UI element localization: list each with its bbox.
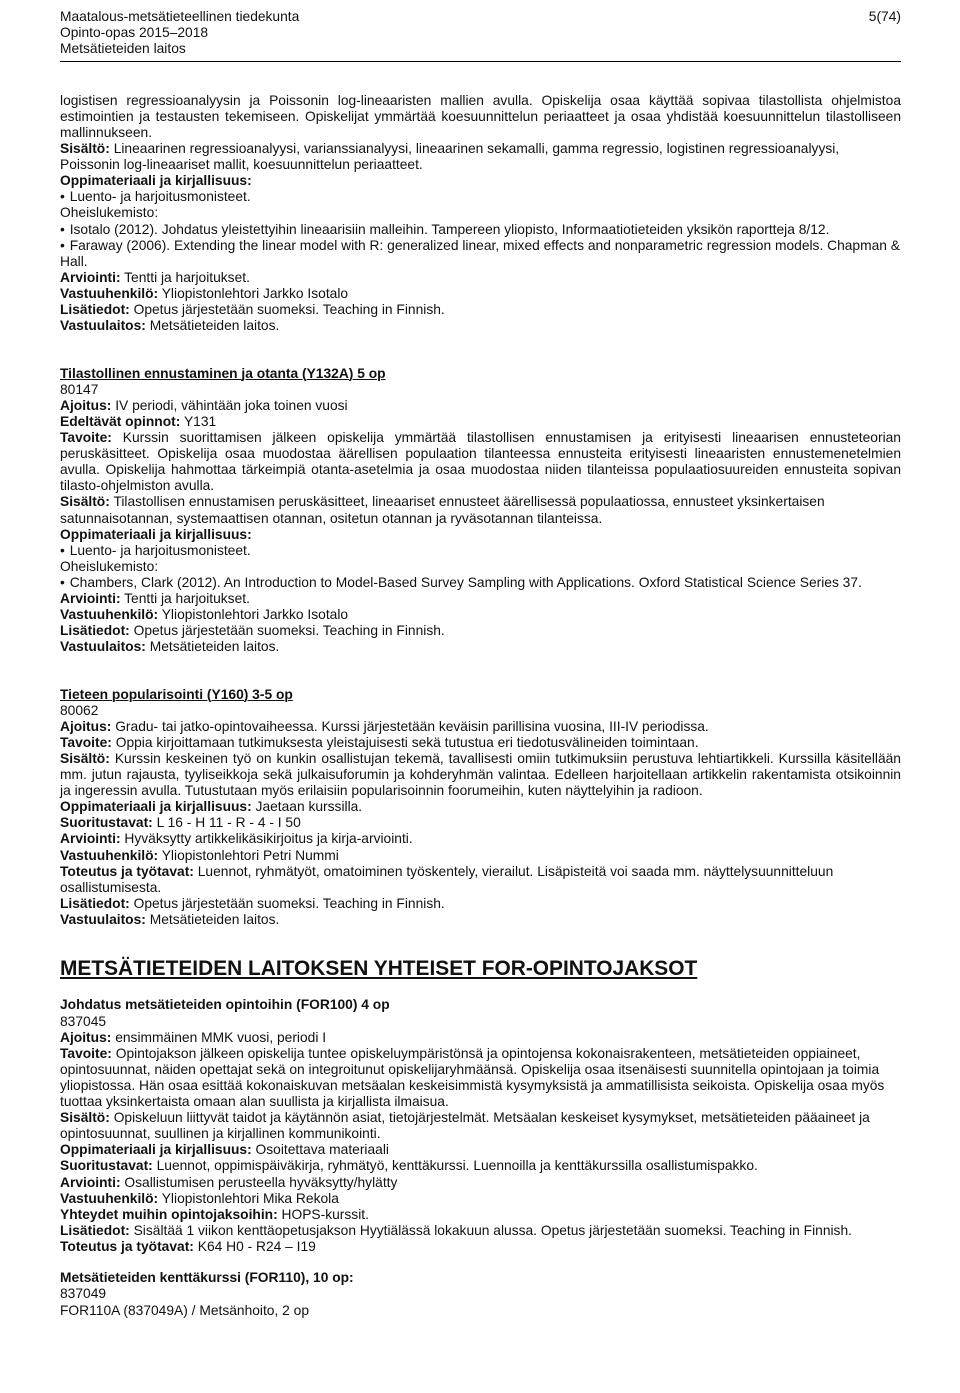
field-value: Lineaarinen regressioanalyysi, varianssianalyysi, lineaarinen sekamalli, gamma regressio, logistinen regressioanalyysi, Poissonin log-lineaariset mallit, koesuunnittelun periaatteet. <box>60 141 840 173</box>
relations-field <box>60 1207 901 1223</box>
field-value: IV periodi, vähintään joka toinen vuosi <box>115 397 348 413</box>
responsible-person-field <box>60 286 901 302</box>
field-value: Yliopistonlehtori Jarkko Isotalo <box>161 285 349 301</box>
materials-field <box>60 799 901 815</box>
field-value: Yliopistonlehtori Mika Rekola <box>161 1190 339 1206</box>
field-label: Sisältö: <box>60 1110 110 1126</box>
field-value: Osoitettava materiaali <box>255 1142 389 1158</box>
list-item <box>60 189 901 205</box>
field-value: Opetus järjestetään suomeksi. Teaching in Finnish. <box>133 623 445 639</box>
page-content <box>60 9 901 1319</box>
field-value: Opetus järjestetään suomeksi. Teaching in Finnish. <box>133 302 445 317</box>
field-value: Yliopistonlehtori Petri Nummi <box>161 847 339 863</box>
course-code: 80147 <box>60 381 99 397</box>
list-item-text: Faraway (2006). Extending the linear model with R: generalized linear, mixed effects and nonparametric regression models. Chapman & Hall. <box>60 237 900 269</box>
field-value: Opetus järjestetään suomeksi. Teaching in Finnish. <box>133 895 445 911</box>
list-item-text: Luento- ja harjoitusmonisteet. <box>69 189 251 205</box>
field-value: HOPS-kurssit. <box>281 1206 369 1222</box>
implementation-field <box>60 1239 901 1255</box>
goal-field <box>60 735 901 751</box>
course-for110 <box>60 1270 901 1318</box>
field-label: Arviointi: <box>60 831 121 847</box>
course-code: 837049 <box>60 1286 107 1302</box>
field-label: Suoritustavat: <box>60 815 153 831</box>
field-value: Tentti ja harjoitukset. <box>124 591 250 606</box>
field-label: Tavoite: <box>60 1045 112 1061</box>
list-item-text: Chambers, Clark (2012). An Introduction to Model-Based Survey Sampling with Applications. Oxford Statistical Science Series 37. <box>69 574 862 590</box>
field-value: Hyväksytty artikkelikäsikirjoitus ja kirja-arviointi. <box>124 831 413 847</box>
bullet-icon: • <box>60 237 65 253</box>
faculty-name: Maatalous-metsätieteellinen tiedekunta <box>60 9 300 24</box>
list-item <box>60 222 901 238</box>
field-label: Vastuulaitos: <box>60 639 146 655</box>
list-item-text: Luento- ja harjoitusmonisteet. <box>69 542 251 558</box>
field-value: ensimmäinen MMK vuosi, periodi I <box>115 1029 327 1045</box>
field-value: Luennot, oppimispäiväkirja, ryhmätyö, kenttäkurssi. Luennoilla ja kenttäkurssilla osallistumispakko. <box>156 1158 758 1174</box>
materials-field <box>60 1142 901 1158</box>
field-value: L 16 - H 11 - R - 4 - I 50 <box>156 815 301 831</box>
field-value: Oppia kirjoittamaan tutkimuksesta yleistajuisesti sekä tutustua eri tiedotusvälineiden toimintaan. <box>115 734 699 750</box>
field-label: Oppimateriaali ja kirjallisuus: <box>60 799 252 815</box>
goal-field <box>60 430 901 494</box>
field-label: Arviointi: <box>60 269 121 285</box>
field-label: Ajoitus: <box>60 1029 112 1045</box>
field-value: Metsätieteiden laitos. <box>149 318 280 334</box>
goal-field <box>60 1046 901 1110</box>
field-label: Vastuuhenkilö: <box>60 1190 159 1206</box>
assessment-field <box>60 270 901 286</box>
materials-label: Oppimateriaali ja kirjallisuus: <box>60 526 252 542</box>
implementation-field <box>60 864 901 896</box>
assessment-field <box>60 591 901 607</box>
content-field <box>60 1110 901 1142</box>
field-label: Vastuulaitos: <box>60 911 146 927</box>
field-label: Yhteydet muihin opintojaksoihin: <box>60 1206 278 1222</box>
field-value: Gradu- tai jatko-opintovaiheessa. Kurssi järjestetään keväisin parillisina vuosina, III-IV periodissa. <box>115 718 709 734</box>
field-value: Kurssin keskeinen työ on kunkin osallistujan tekemä, tavallisesti omiin tutkimuksiin perustuva lehtiartikkeli. Kurssilla käsitellään mm. jutun rajausta, tyyliseikkoja sekä julkaisuforumin ja kohderyhmän valintaa. Edelleen harjoitellaan artikkelin rakentamista otsikoinnin ja ingeressin avulla. Tutustutaan myös erilaisiin popularisoinnin foorumeihin, kuten näyttelyihin ja radioon. <box>60 750 901 799</box>
field-label: Vastuuhenkilö: <box>60 285 159 301</box>
course-title: Tieteen popularisointi (Y160) 3-5 op <box>60 686 293 702</box>
page-number: 5(74) <box>868 9 901 24</box>
field-label: Edeltävät opinnot: <box>60 413 181 429</box>
course-title: Johdatus metsätieteiden opintoihin (FOR100) 4 op <box>60 997 390 1013</box>
bullet-icon: • <box>60 574 65 590</box>
field-value: Yliopistonlehtori Jarkko Isotalo <box>161 607 349 623</box>
field-label: Ajoitus: <box>60 397 112 413</box>
content-field <box>60 494 901 526</box>
bullet-icon: • <box>60 189 65 205</box>
field-value: Y131 <box>183 413 217 429</box>
course-for100 <box>60 997 901 1255</box>
field-value: Opiskeluun liittyvät taidot ja käytännön asiat, tietojärjestelmät. Metsäalan keskeiset kysymykset, metsätieteiden pääaineet ja opintosuunnat, suullinen ja kirjallinen kommunikointi. <box>60 1110 870 1142</box>
bullet-icon: • <box>60 542 65 558</box>
responsible-unit-field <box>60 639 901 655</box>
section-heading: METSÄTIETEIDEN LAITOKSEN YHTEISET FOR-OPINTOJAKSOT <box>60 957 698 981</box>
field-label: Tavoite: <box>60 430 112 446</box>
field-value: Sisältää 1 viikon kenttäopetusjakson Hyytiälässä lokakuun alussa. Opetus järjestetään suomeksi. Teaching in Finnish. <box>133 1222 852 1238</box>
field-label: Sisältö: <box>60 141 110 157</box>
responsible-unit-field <box>60 912 901 928</box>
course-title: Metsätieteiden kenttäkurssi (FOR110), 10 op: <box>60 1270 354 1286</box>
timing-field <box>60 398 901 414</box>
additional-info-field <box>60 896 901 912</box>
content-field <box>60 751 901 799</box>
field-label: Oppimateriaali ja kirjallisuus: <box>60 1142 252 1158</box>
field-label: Arviointi: <box>60 1174 121 1190</box>
bullet-icon: • <box>60 221 65 237</box>
field-label: Lisätiedot: <box>60 623 130 639</box>
methods-field <box>60 815 901 831</box>
list-item <box>60 543 901 559</box>
course-code: 837045 <box>60 1013 107 1029</box>
assessment-field <box>60 831 901 847</box>
assessment-field <box>60 1175 901 1191</box>
sub-course: FOR110A (837049A) / Metsänhoito, 2 op <box>60 1302 310 1318</box>
responsible-person-field <box>60 1191 901 1207</box>
field-value: Osallistumisen perusteella hyväksytty/hylätty <box>124 1174 398 1190</box>
list-item-text: Isotalo (2012). Johdatus yleistettyihin lineaarisiin malleihin. Tampereen yliopisto, Informaatiotieteiden yksikön raportteja 8/12. <box>69 221 830 237</box>
course-continued <box>60 93 901 334</box>
content-field <box>60 141 901 173</box>
field-value: Metsätieteiden laitos. <box>149 639 280 655</box>
field-value: K64 H0 - R24 – I19 <box>197 1238 316 1254</box>
further-reading-label: Oheislukemisto: <box>60 558 159 574</box>
page-header <box>60 9 901 62</box>
field-label: Vastuuhenkilö: <box>60 607 159 623</box>
field-label: Sisältö: <box>60 494 110 510</box>
course-y160 <box>60 687 901 928</box>
field-label: Suoritustavat: <box>60 1158 153 1174</box>
goal-continued: logistisen regressioanalyysin ja Poissonin log-lineaaristen mallien avulla. Opiskelija osaa käyttää sopivaa tilastollista ohjelmistoa estimointien ja testausten tekemiseen. Opiskelijat ymmärtää koesuunnittelun periaatteet ja osaa yhdistää koesuunnittelun tilastolliseen mallinnukseen. <box>60 92 901 140</box>
field-label: Vastuuhenkilö: <box>60 847 159 863</box>
field-label: Vastuulaitos: <box>60 318 146 334</box>
field-value: Jaetaan kurssilla. <box>255 799 363 815</box>
course-y132a <box>60 366 901 656</box>
field-label: Sisältö: <box>60 750 110 766</box>
study-guide-title: Opinto-opas 2015–2018 <box>60 25 209 41</box>
responsible-person-field <box>60 607 901 623</box>
field-label: Arviointi: <box>60 591 121 606</box>
further-reading-label: Oheislukemisto: <box>60 205 159 221</box>
field-label: Tavoite: <box>60 734 112 750</box>
field-label: Toteutus ja työtavat: <box>60 1238 194 1254</box>
materials-label: Oppimateriaali ja kirjallisuus: <box>60 173 252 189</box>
timing-field <box>60 719 901 735</box>
header-row <box>60 9 901 25</box>
field-value: Opintojakson jälkeen opiskelija tuntee opiskeluympäristönsä ja opintojensa kokonaisrakenteen, metsätieteiden oppiaineet, opintosuunnat, näiden opettajat sekä on integroitunut opiskelijaryhmäänsä. Opiskelija osaa itsenäisesti suunnitella opintojaan ja toimia yliopistossa. Hän osaa esittää kokonaiskuvan metsäalan keskeisimmistä kysymyksistä ja ammatillisista seikoista. Opiskelija osaa myös tuottaa yksinkertaista omaan alan suullista ja kirjallista ilmaisua. <box>60 1045 885 1110</box>
field-value: Tilastollisen ennustamisen peruskäsitteet, lineaariset ennusteet äärellisessä populaatiossa, ennusteet yksinkertaisen satunnaisotannan, systemaattisen otannan, ositetun otannan ja ryväsotannan tilanteissa. <box>60 494 825 526</box>
responsible-unit-field <box>60 318 901 334</box>
additional-info-field <box>60 1223 901 1239</box>
additional-info-field <box>60 623 901 639</box>
department-name: Metsätieteiden laitos <box>60 41 186 57</box>
field-label: Lisätiedot: <box>60 1222 130 1238</box>
field-value: Kurssin suorittamisen jälkeen opiskelija ymmärtää tilastollisen ennustamisen ja erityisesti lineaarisen ennusteteorian peruskäsitteet. Opiskelija osaa muodostaa äärellisen populaation tilanteessa ennusteita erityisesti lineaaristen ennustemenetelmien avulla. Opiskelija hahmottaa tärkeimpiä otanta-asetelmia ja osaa muodostaa niiden tilanteissa populaatiosuureiden ennusteita sopivan tilasto-ohjelmiston avulla. <box>60 430 901 494</box>
responsible-person-field <box>60 848 901 864</box>
course-code: 80062 <box>60 702 99 718</box>
methods-field <box>60 1158 901 1174</box>
field-value: Tentti ja harjoitukset. <box>124 269 250 285</box>
field-value: Luennot, ryhmätyöt, omatoiminen työskentely, vierailut. Lisäpisteitä voi saada mm. näyttelysuunnitteluun osallistumisesta. <box>60 863 834 895</box>
list-item <box>60 238 901 270</box>
field-label: Ajoitus: <box>60 718 112 734</box>
field-label: Lisätiedot: <box>60 302 130 317</box>
prerequisites-field <box>60 414 901 430</box>
field-value: Metsätieteiden laitos. <box>149 911 280 927</box>
timing-field <box>60 1030 901 1046</box>
course-title: Tilastollinen ennustaminen ja otanta (Y132A) 5 op <box>60 365 386 381</box>
field-label: Lisätiedot: <box>60 895 130 911</box>
field-label: Toteutus ja työtavat: <box>60 863 194 879</box>
list-item <box>60 575 901 591</box>
additional-info-field <box>60 302 901 318</box>
